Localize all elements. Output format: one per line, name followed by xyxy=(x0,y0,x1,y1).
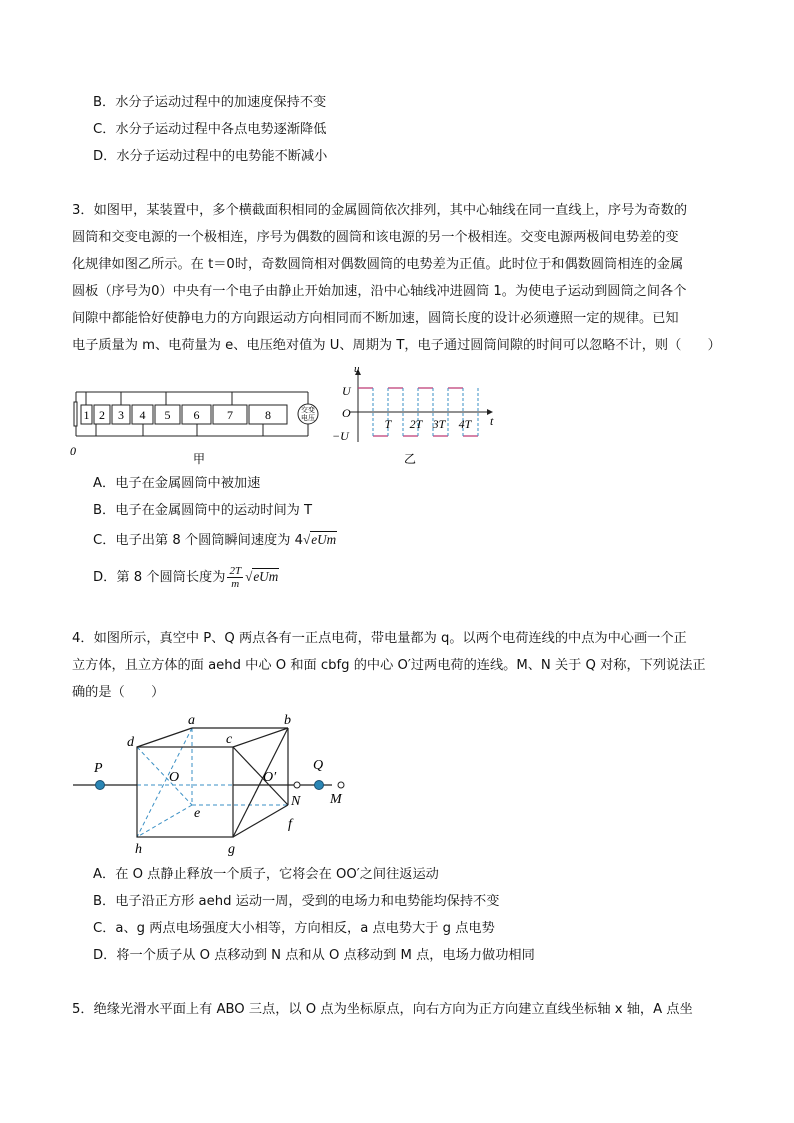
q2-option-d: D．水分子运动过程中的电势能不断减小 xyxy=(93,149,328,164)
ac-source-label: 电压 xyxy=(301,414,315,422)
q3-option-c-text: C．电子出第 8 个圆筒瞬间速度为 4 xyxy=(93,533,304,548)
q3-stem-line: 圆板（序号为0）中央有一个电子由静止开始加速，沿中心轴线冲进圆筒 1。为使电子运动到圆筒之间各个 xyxy=(72,284,687,299)
tick-label-T: T xyxy=(384,417,392,431)
label-c: c xyxy=(226,732,233,747)
label-f: f xyxy=(288,817,292,832)
figure-jia-tube-accelerator xyxy=(66,380,326,470)
q3-option-c xyxy=(93,531,337,550)
tick-label-3T: 3T xyxy=(432,417,446,431)
label-b: b xyxy=(284,713,291,728)
q3-option-d xyxy=(93,563,279,592)
figure-yi-square-wave xyxy=(330,362,510,472)
label-e: e xyxy=(194,806,201,821)
q3-option-a: A．电子在金属圆筒中被加速 xyxy=(93,476,261,491)
q4-stem-line: 确的是（ ） xyxy=(72,685,165,700)
label-P: P xyxy=(94,761,103,776)
q4-option-d: D．将一个质子从 O 点移动到 N 点和从 O 点移动到 M 点，电场力做功相同 xyxy=(93,948,535,963)
q4-stem-line: 立方体，且立方体的面 aehd 中心 O 和面 cbfg 的中心 O′过两电荷的连线。M、N 关于 Q 对称，下列说法正 xyxy=(72,658,706,673)
ac-source-label: 交变 xyxy=(301,406,315,414)
q3-stem-line: 化规律如图乙所示。在 t＝0时，奇数圆筒相对偶数圆筒的电势差为正值。此时位于和偶数圆筒相连的金属 xyxy=(72,257,684,272)
q3-option-d-text: D．第 8 个圆筒长度为 xyxy=(93,570,226,585)
q4-option-b: B．电子沿正方形 aehd 运动一周，受到的电场力和电势能均保持不变 xyxy=(93,894,500,909)
sqrt-expression: √eUm xyxy=(245,569,279,584)
cube-front-face xyxy=(137,747,233,837)
label-M: M xyxy=(330,792,342,807)
fraction: $\frac{2T}{m}$ xyxy=(229,564,242,590)
tube-label: 1 xyxy=(83,408,90,422)
label-Q: Q xyxy=(313,758,324,773)
tube-label: 6 xyxy=(193,408,200,422)
sqrt-expression: √eUm xyxy=(303,532,337,547)
q4-option-a: A．在 O 点静止释放一个质子，它将会在 OO′之间往返运动 xyxy=(93,867,439,882)
label-g: g xyxy=(228,842,235,857)
q3-stem-line: 3．如图甲，某装置中，多个横截面积相同的金属圆筒依次排列，其中心轴线在同一直线上，序号为奇数的 xyxy=(72,203,688,218)
q2-option-c: C．水分子运动过程中各点电势逐渐降低 xyxy=(93,122,327,137)
point-n-icon xyxy=(294,782,300,788)
tick-label-2T: 2T xyxy=(409,417,423,431)
tick-label-U: U xyxy=(342,384,351,398)
label-N: N xyxy=(291,794,301,809)
label-d: d xyxy=(127,735,134,750)
figure-caption: 甲 xyxy=(192,452,206,466)
q3-option-b: B．电子在金属圆筒中的运动时间为 T xyxy=(93,503,313,518)
tube-label: 7 xyxy=(227,408,233,422)
tube-label: 5 xyxy=(164,408,171,422)
tick-label-O: O xyxy=(342,406,351,420)
label-O-prime: O′ xyxy=(263,770,277,785)
q5-stem-line: 5．绝缘光滑水平面上有 ABO 三点，以 O 点为坐标原点，向右方向为正方向建立直线坐标轴 x 轴，A 点坐 xyxy=(72,1002,693,1017)
q3-stem-line: 圆筒和交变电源的一个极相连，序号为偶数的圆筒和该电源的另一个极相连。交变电源两极间电势差的变 xyxy=(72,230,679,245)
label-O: O xyxy=(169,770,180,785)
point-m-icon xyxy=(338,782,344,788)
tick-label-minus-U: −U xyxy=(332,429,349,443)
tube-label: 3 xyxy=(118,408,124,422)
q4-stem-line: 4．如图所示，真空中 P、Q 两点各有一正点电荷，带电量都为 q。以两个电荷连线的中点为中心画一个正 xyxy=(72,631,687,646)
q3-stem-line: 间隙中都能恰好使静电力的方向跟运动方向相同而不断加速，圆筒长度的设计必须遵照一定的规律。已知 xyxy=(72,311,679,326)
tube-label: 2 xyxy=(99,408,105,422)
charge-p-icon xyxy=(96,781,105,790)
label-a: a xyxy=(188,713,195,728)
q3-stem-line: 电子质量为 m、电荷量为 e、电压绝对值为 U、周期为 T，电子通过圆筒间隙的时间可以忽略不计，则（ ） xyxy=(72,338,721,353)
charge-q-icon xyxy=(315,781,324,790)
x-axis-label: t xyxy=(490,414,494,428)
tube-label: 8 xyxy=(265,408,271,422)
figure-caption: 乙 xyxy=(403,452,417,466)
tick-label-4T: 4T xyxy=(458,417,472,431)
plate-0 xyxy=(74,402,77,426)
label-h: h xyxy=(135,842,142,857)
y-axis-label: u xyxy=(354,363,360,375)
figure-cube-charges xyxy=(70,710,360,860)
q2-option-b: B．水分子运动过程中的加速度保持不变 xyxy=(93,95,327,110)
tube-label: 4 xyxy=(139,408,146,422)
plate-label: 0 xyxy=(70,444,76,458)
q4-option-c: C．a、g 两点电场强度大小相等，方向相反，a 点电势大于 g 点电势 xyxy=(93,921,495,936)
